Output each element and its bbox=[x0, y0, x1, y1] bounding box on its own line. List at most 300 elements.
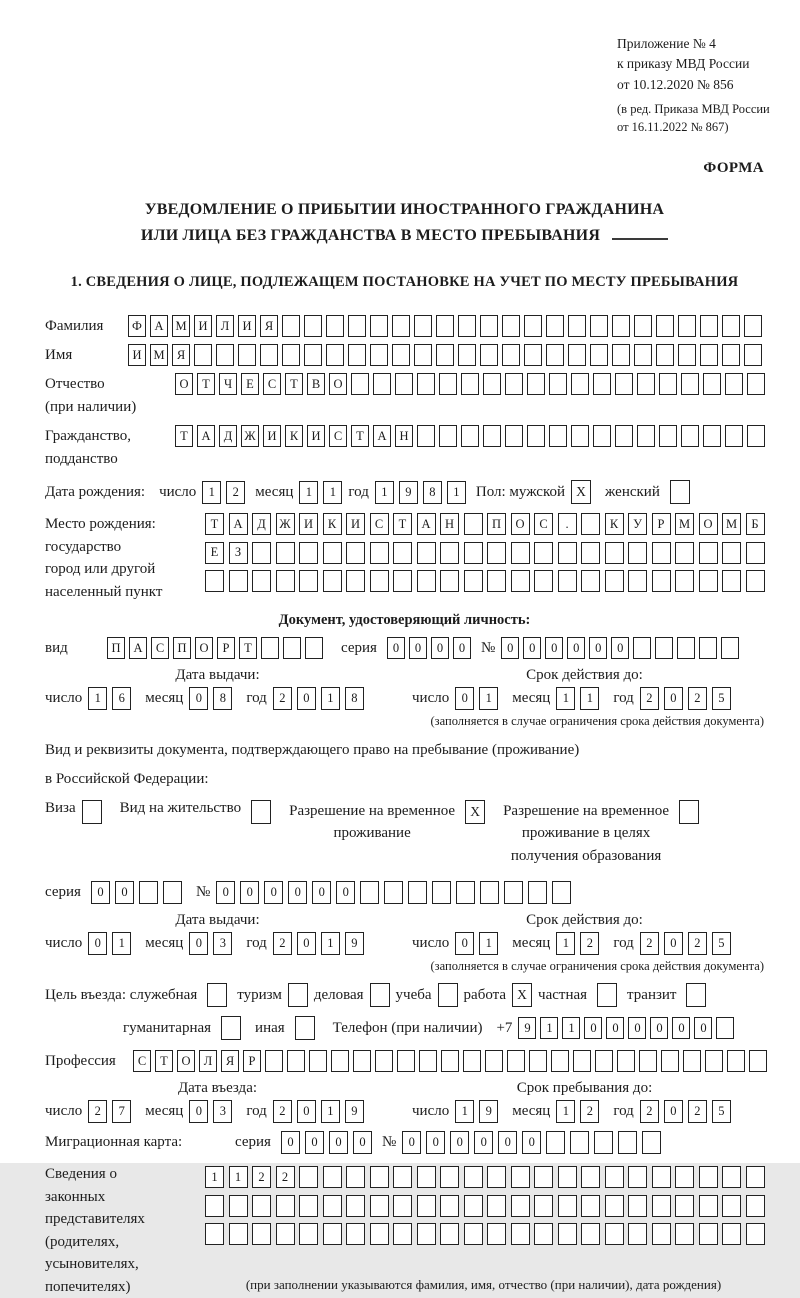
char-box[interactable] bbox=[594, 1131, 613, 1154]
char-box[interactable] bbox=[346, 570, 365, 592]
char-box[interactable] bbox=[558, 570, 577, 592]
char-box[interactable] bbox=[464, 1223, 483, 1245]
char-box[interactable] bbox=[439, 373, 457, 395]
char-box[interactable] bbox=[659, 373, 677, 395]
char-box[interactable] bbox=[346, 542, 365, 564]
char-box[interactable] bbox=[393, 1166, 412, 1188]
char-box[interactable] bbox=[375, 1050, 393, 1072]
char-box[interactable] bbox=[722, 344, 740, 366]
char-box[interactable]: Т bbox=[205, 513, 224, 535]
char-box[interactable]: С bbox=[133, 1050, 151, 1072]
char-box[interactable] bbox=[309, 1050, 327, 1072]
char-box[interactable]: 0 bbox=[189, 932, 208, 955]
char-box[interactable]: 0 bbox=[672, 1017, 690, 1039]
purpose-transit-checkbox[interactable] bbox=[686, 983, 706, 1007]
char-box[interactable] bbox=[229, 570, 248, 592]
char-box[interactable] bbox=[605, 542, 624, 564]
char-box[interactable] bbox=[527, 373, 545, 395]
char-box[interactable] bbox=[639, 1050, 657, 1072]
char-box[interactable]: 0 bbox=[336, 881, 355, 904]
temp-residence-checkbox[interactable]: X bbox=[465, 800, 485, 824]
char-box[interactable] bbox=[746, 1166, 765, 1188]
char-box[interactable]: 1 bbox=[205, 1166, 224, 1188]
char-box[interactable] bbox=[558, 542, 577, 564]
char-box[interactable]: 1 bbox=[229, 1166, 248, 1188]
char-box[interactable]: К bbox=[285, 425, 303, 447]
char-box[interactable]: М bbox=[150, 344, 168, 366]
char-box[interactable] bbox=[590, 315, 608, 337]
purpose-humanitarian-checkbox[interactable] bbox=[221, 1016, 241, 1040]
title-blank-underline[interactable] bbox=[612, 238, 668, 240]
char-box[interactable]: 1 bbox=[321, 687, 340, 710]
char-box[interactable]: О bbox=[699, 513, 718, 535]
char-box[interactable] bbox=[276, 1223, 295, 1245]
char-box[interactable]: 0 bbox=[694, 1017, 712, 1039]
char-box[interactable]: 0 bbox=[453, 637, 471, 659]
char-box[interactable] bbox=[534, 1195, 553, 1217]
char-box[interactable] bbox=[216, 344, 234, 366]
char-box[interactable] bbox=[323, 1195, 342, 1217]
char-box[interactable]: У bbox=[628, 513, 647, 535]
char-box[interactable] bbox=[700, 315, 718, 337]
char-box[interactable] bbox=[652, 542, 671, 564]
char-box[interactable] bbox=[546, 1131, 565, 1154]
char-box[interactable]: Т bbox=[239, 637, 257, 659]
char-box[interactable] bbox=[346, 1166, 365, 1188]
char-box[interactable] bbox=[612, 315, 630, 337]
char-box[interactable]: Л bbox=[216, 315, 234, 337]
char-box[interactable] bbox=[229, 1223, 248, 1245]
char-box[interactable] bbox=[747, 425, 765, 447]
char-box[interactable] bbox=[461, 425, 479, 447]
char-box[interactable]: 0 bbox=[297, 1100, 316, 1123]
char-box[interactable] bbox=[605, 570, 624, 592]
char-box[interactable]: 5 bbox=[712, 687, 731, 710]
char-box[interactable]: Ж bbox=[276, 513, 295, 535]
char-box[interactable]: 0 bbox=[664, 687, 683, 710]
char-box[interactable] bbox=[746, 1223, 765, 1245]
char-box[interactable]: Т bbox=[285, 373, 303, 395]
char-box[interactable] bbox=[408, 881, 427, 904]
char-box[interactable] bbox=[205, 1195, 224, 1217]
char-box[interactable]: Т bbox=[393, 513, 412, 535]
char-box[interactable] bbox=[699, 637, 717, 659]
char-box[interactable]: Я bbox=[260, 315, 278, 337]
char-box[interactable] bbox=[570, 1131, 589, 1154]
char-box[interactable]: 1 bbox=[479, 687, 498, 710]
char-box[interactable] bbox=[299, 542, 318, 564]
char-box[interactable]: 2 bbox=[688, 687, 707, 710]
char-box[interactable]: 0 bbox=[664, 1100, 683, 1123]
char-box[interactable] bbox=[628, 542, 647, 564]
char-box[interactable]: 2 bbox=[640, 687, 659, 710]
char-box[interactable] bbox=[617, 1050, 635, 1072]
char-box[interactable] bbox=[605, 1195, 624, 1217]
char-box[interactable]: 1 bbox=[562, 1017, 580, 1039]
char-box[interactable]: 0 bbox=[589, 637, 607, 659]
char-box[interactable]: 0 bbox=[650, 1017, 668, 1039]
char-box[interactable] bbox=[558, 1166, 577, 1188]
char-box[interactable]: О bbox=[195, 637, 213, 659]
char-box[interactable]: А bbox=[150, 315, 168, 337]
char-box[interactable]: Ф bbox=[128, 315, 146, 337]
char-box[interactable] bbox=[699, 1223, 718, 1245]
char-box[interactable] bbox=[675, 1166, 694, 1188]
char-box[interactable]: 1 bbox=[556, 687, 575, 710]
char-box[interactable]: 2 bbox=[226, 481, 245, 504]
char-box[interactable] bbox=[393, 542, 412, 564]
char-box[interactable]: Я bbox=[172, 344, 190, 366]
char-box[interactable] bbox=[331, 1050, 349, 1072]
char-box[interactable]: 2 bbox=[580, 1100, 599, 1123]
char-box[interactable]: 0 bbox=[409, 637, 427, 659]
char-box[interactable] bbox=[392, 315, 410, 337]
char-box[interactable] bbox=[558, 1195, 577, 1217]
char-box[interactable] bbox=[238, 344, 256, 366]
char-box[interactable] bbox=[265, 1050, 283, 1072]
char-box[interactable] bbox=[304, 344, 322, 366]
char-box[interactable] bbox=[593, 373, 611, 395]
char-box[interactable]: 1 bbox=[321, 932, 340, 955]
char-box[interactable] bbox=[659, 425, 677, 447]
char-box[interactable] bbox=[351, 373, 369, 395]
char-box[interactable] bbox=[487, 1223, 506, 1245]
char-box[interactable]: 0 bbox=[402, 1131, 421, 1154]
char-box[interactable] bbox=[432, 881, 451, 904]
char-box[interactable] bbox=[326, 315, 344, 337]
char-box[interactable] bbox=[527, 425, 545, 447]
char-box[interactable] bbox=[744, 315, 762, 337]
char-box[interactable]: 0 bbox=[501, 637, 519, 659]
char-box[interactable] bbox=[163, 881, 182, 904]
char-box[interactable]: 0 bbox=[584, 1017, 602, 1039]
char-box[interactable] bbox=[615, 425, 633, 447]
char-box[interactable] bbox=[725, 373, 743, 395]
char-box[interactable]: 0 bbox=[216, 881, 235, 904]
char-box[interactable]: И bbox=[299, 513, 318, 535]
char-box[interactable] bbox=[703, 425, 721, 447]
char-box[interactable]: О bbox=[175, 373, 193, 395]
char-box[interactable]: А bbox=[373, 425, 391, 447]
char-box[interactable] bbox=[534, 1166, 553, 1188]
sex-female-checkbox[interactable] bbox=[670, 480, 690, 504]
char-box[interactable] bbox=[323, 1166, 342, 1188]
char-box[interactable]: П bbox=[173, 637, 191, 659]
char-box[interactable] bbox=[581, 542, 600, 564]
char-box[interactable] bbox=[205, 1223, 224, 1245]
char-box[interactable] bbox=[464, 1166, 483, 1188]
char-box[interactable]: Ж bbox=[241, 425, 259, 447]
char-box[interactable]: Л bbox=[199, 1050, 217, 1072]
char-box[interactable] bbox=[502, 315, 520, 337]
char-box[interactable]: О bbox=[177, 1050, 195, 1072]
char-box[interactable] bbox=[581, 1166, 600, 1188]
char-box[interactable] bbox=[721, 637, 739, 659]
char-box[interactable] bbox=[440, 542, 459, 564]
char-box[interactable] bbox=[414, 315, 432, 337]
char-box[interactable] bbox=[628, 1195, 647, 1217]
char-box[interactable] bbox=[634, 315, 652, 337]
char-box[interactable] bbox=[652, 1166, 671, 1188]
char-box[interactable] bbox=[534, 542, 553, 564]
char-box[interactable] bbox=[727, 1050, 745, 1072]
char-box[interactable] bbox=[370, 344, 388, 366]
char-box[interactable] bbox=[675, 1195, 694, 1217]
char-box[interactable] bbox=[568, 315, 586, 337]
char-box[interactable] bbox=[558, 1223, 577, 1245]
char-box[interactable] bbox=[417, 373, 435, 395]
char-box[interactable] bbox=[348, 344, 366, 366]
char-box[interactable] bbox=[546, 344, 564, 366]
char-box[interactable] bbox=[393, 570, 412, 592]
char-box[interactable] bbox=[440, 570, 459, 592]
char-box[interactable] bbox=[746, 542, 765, 564]
char-box[interactable] bbox=[549, 373, 567, 395]
char-box[interactable]: 2 bbox=[273, 932, 292, 955]
char-box[interactable] bbox=[326, 344, 344, 366]
char-box[interactable] bbox=[605, 1166, 624, 1188]
char-box[interactable] bbox=[549, 425, 567, 447]
char-box[interactable] bbox=[370, 1195, 389, 1217]
char-box[interactable]: Т bbox=[197, 373, 215, 395]
char-box[interactable] bbox=[287, 1050, 305, 1072]
char-box[interactable] bbox=[370, 315, 388, 337]
purpose-private-checkbox[interactable] bbox=[597, 983, 617, 1007]
purpose-other-checkbox[interactable] bbox=[295, 1016, 315, 1040]
char-box[interactable]: 6 bbox=[112, 687, 131, 710]
char-box[interactable] bbox=[628, 1166, 647, 1188]
char-box[interactable]: 2 bbox=[88, 1100, 107, 1123]
char-box[interactable] bbox=[552, 881, 571, 904]
char-box[interactable] bbox=[722, 1166, 741, 1188]
char-box[interactable] bbox=[511, 1223, 530, 1245]
char-box[interactable] bbox=[568, 344, 586, 366]
char-box[interactable] bbox=[749, 1050, 767, 1072]
char-box[interactable] bbox=[699, 542, 718, 564]
char-box[interactable]: 2 bbox=[580, 932, 599, 955]
char-box[interactable] bbox=[534, 570, 553, 592]
char-box[interactable] bbox=[534, 1223, 553, 1245]
char-box[interactable]: Т bbox=[351, 425, 369, 447]
purpose-study-checkbox[interactable] bbox=[438, 983, 458, 1007]
char-box[interactable] bbox=[652, 1223, 671, 1245]
char-box[interactable]: Т bbox=[155, 1050, 173, 1072]
char-box[interactable]: М bbox=[172, 315, 190, 337]
char-box[interactable] bbox=[581, 570, 600, 592]
char-box[interactable] bbox=[652, 570, 671, 592]
char-box[interactable] bbox=[456, 881, 475, 904]
char-box[interactable]: 2 bbox=[273, 1100, 292, 1123]
char-box[interactable] bbox=[675, 570, 694, 592]
char-box[interactable] bbox=[612, 344, 630, 366]
char-box[interactable]: А bbox=[197, 425, 215, 447]
char-box[interactable]: 1 bbox=[323, 481, 342, 504]
char-box[interactable]: 0 bbox=[545, 637, 563, 659]
char-box[interactable]: 3 bbox=[213, 932, 232, 955]
char-box[interactable]: 0 bbox=[115, 881, 134, 904]
char-box[interactable]: 0 bbox=[264, 881, 283, 904]
char-box[interactable] bbox=[464, 542, 483, 564]
char-box[interactable] bbox=[276, 570, 295, 592]
char-box[interactable] bbox=[346, 1195, 365, 1217]
char-box[interactable] bbox=[485, 1050, 503, 1072]
char-box[interactable]: 0 bbox=[91, 881, 110, 904]
char-box[interactable] bbox=[615, 373, 633, 395]
char-box[interactable]: М bbox=[675, 513, 694, 535]
char-box[interactable]: М bbox=[722, 513, 741, 535]
char-box[interactable] bbox=[675, 542, 694, 564]
char-box[interactable] bbox=[458, 344, 476, 366]
char-box[interactable]: 0 bbox=[664, 932, 683, 955]
char-box[interactable] bbox=[282, 344, 300, 366]
char-box[interactable]: 9 bbox=[399, 481, 418, 504]
purpose-official-checkbox[interactable] bbox=[207, 983, 227, 1007]
char-box[interactable]: К bbox=[605, 513, 624, 535]
char-box[interactable]: 0 bbox=[567, 637, 585, 659]
char-box[interactable] bbox=[511, 542, 530, 564]
char-box[interactable] bbox=[593, 425, 611, 447]
char-box[interactable] bbox=[205, 570, 224, 592]
char-box[interactable]: 0 bbox=[455, 932, 474, 955]
char-box[interactable] bbox=[505, 425, 523, 447]
char-box[interactable] bbox=[528, 881, 547, 904]
char-box[interactable]: Д bbox=[219, 425, 237, 447]
char-box[interactable]: 0 bbox=[628, 1017, 646, 1039]
char-box[interactable]: 0 bbox=[88, 932, 107, 955]
char-box[interactable] bbox=[252, 1195, 271, 1217]
char-box[interactable] bbox=[744, 344, 762, 366]
char-box[interactable]: 0 bbox=[240, 881, 259, 904]
char-box[interactable] bbox=[618, 1131, 637, 1154]
char-box[interactable]: 9 bbox=[518, 1017, 536, 1039]
char-box[interactable]: З bbox=[229, 542, 248, 564]
purpose-business-checkbox[interactable] bbox=[370, 983, 390, 1007]
sex-male-checkbox[interactable]: X bbox=[571, 480, 591, 504]
char-box[interactable]: Н bbox=[395, 425, 413, 447]
char-box[interactable]: О bbox=[329, 373, 347, 395]
char-box[interactable]: 1 bbox=[556, 932, 575, 955]
char-box[interactable]: Б bbox=[746, 513, 765, 535]
char-box[interactable] bbox=[581, 1223, 600, 1245]
char-box[interactable]: 5 bbox=[712, 932, 731, 955]
char-box[interactable]: 2 bbox=[688, 1100, 707, 1123]
char-box[interactable]: С bbox=[329, 425, 347, 447]
char-box[interactable] bbox=[722, 570, 741, 592]
char-box[interactable] bbox=[581, 513, 600, 535]
char-box[interactable]: 0 bbox=[522, 1131, 541, 1154]
char-box[interactable]: О bbox=[511, 513, 530, 535]
char-box[interactable]: 0 bbox=[523, 637, 541, 659]
char-box[interactable] bbox=[261, 637, 279, 659]
char-box[interactable] bbox=[480, 344, 498, 366]
char-box[interactable]: В bbox=[307, 373, 325, 395]
char-box[interactable]: 8 bbox=[345, 687, 364, 710]
char-box[interactable] bbox=[139, 881, 158, 904]
char-box[interactable]: 1 bbox=[580, 687, 599, 710]
char-box[interactable] bbox=[440, 1195, 459, 1217]
char-box[interactable]: 1 bbox=[455, 1100, 474, 1123]
char-box[interactable]: 2 bbox=[640, 932, 659, 955]
char-box[interactable] bbox=[637, 425, 655, 447]
char-box[interactable] bbox=[655, 637, 673, 659]
char-box[interactable] bbox=[699, 1195, 718, 1217]
char-box[interactable]: 0 bbox=[450, 1131, 469, 1154]
char-box[interactable]: 9 bbox=[479, 1100, 498, 1123]
char-box[interactable] bbox=[581, 1195, 600, 1217]
char-box[interactable] bbox=[299, 1195, 318, 1217]
char-box[interactable] bbox=[393, 1195, 412, 1217]
char-box[interactable]: 0 bbox=[312, 881, 331, 904]
char-box[interactable]: И bbox=[194, 315, 212, 337]
char-box[interactable]: 5 bbox=[712, 1100, 731, 1123]
char-box[interactable] bbox=[703, 373, 721, 395]
char-box[interactable] bbox=[546, 315, 564, 337]
char-box[interactable] bbox=[397, 1050, 415, 1072]
char-box[interactable]: А bbox=[129, 637, 147, 659]
char-box[interactable] bbox=[652, 1195, 671, 1217]
char-box[interactable]: 0 bbox=[431, 637, 449, 659]
char-box[interactable] bbox=[628, 570, 647, 592]
char-box[interactable] bbox=[353, 1050, 371, 1072]
char-box[interactable] bbox=[725, 425, 743, 447]
char-box[interactable]: С bbox=[370, 513, 389, 535]
char-box[interactable] bbox=[323, 542, 342, 564]
char-box[interactable] bbox=[511, 1166, 530, 1188]
char-box[interactable] bbox=[700, 344, 718, 366]
char-box[interactable] bbox=[417, 570, 436, 592]
char-box[interactable]: Я bbox=[221, 1050, 239, 1072]
char-box[interactable] bbox=[305, 637, 323, 659]
char-box[interactable] bbox=[464, 570, 483, 592]
char-box[interactable]: 0 bbox=[189, 1100, 208, 1123]
char-box[interactable] bbox=[633, 637, 651, 659]
char-box[interactable] bbox=[747, 373, 765, 395]
char-box[interactable] bbox=[683, 1050, 701, 1072]
char-box[interactable] bbox=[487, 1166, 506, 1188]
char-box[interactable]: 0 bbox=[297, 687, 316, 710]
char-box[interactable]: 0 bbox=[281, 1131, 300, 1154]
char-box[interactable] bbox=[395, 373, 413, 395]
char-box[interactable]: 1 bbox=[556, 1100, 575, 1123]
char-box[interactable]: 0 bbox=[474, 1131, 493, 1154]
char-box[interactable] bbox=[642, 1131, 661, 1154]
purpose-work-checkbox[interactable]: X bbox=[512, 983, 532, 1007]
char-box[interactable] bbox=[194, 344, 212, 366]
char-box[interactable]: Р bbox=[243, 1050, 261, 1072]
char-box[interactable]: 1 bbox=[479, 932, 498, 955]
char-box[interactable] bbox=[370, 542, 389, 564]
char-box[interactable] bbox=[370, 570, 389, 592]
char-box[interactable]: И bbox=[346, 513, 365, 535]
char-box[interactable] bbox=[252, 570, 271, 592]
char-box[interactable] bbox=[681, 373, 699, 395]
char-box[interactable]: 1 bbox=[540, 1017, 558, 1039]
char-box[interactable] bbox=[746, 1195, 765, 1217]
char-box[interactable] bbox=[480, 881, 499, 904]
char-box[interactable] bbox=[504, 881, 523, 904]
char-box[interactable] bbox=[483, 425, 501, 447]
char-box[interactable] bbox=[439, 425, 457, 447]
char-box[interactable]: 1 bbox=[447, 481, 466, 504]
char-box[interactable] bbox=[417, 1166, 436, 1188]
char-box[interactable] bbox=[252, 542, 271, 564]
char-box[interactable] bbox=[441, 1050, 459, 1072]
char-box[interactable] bbox=[436, 315, 454, 337]
char-box[interactable] bbox=[487, 1195, 506, 1217]
char-box[interactable] bbox=[417, 1195, 436, 1217]
char-box[interactable] bbox=[705, 1050, 723, 1072]
char-box[interactable] bbox=[393, 1223, 412, 1245]
